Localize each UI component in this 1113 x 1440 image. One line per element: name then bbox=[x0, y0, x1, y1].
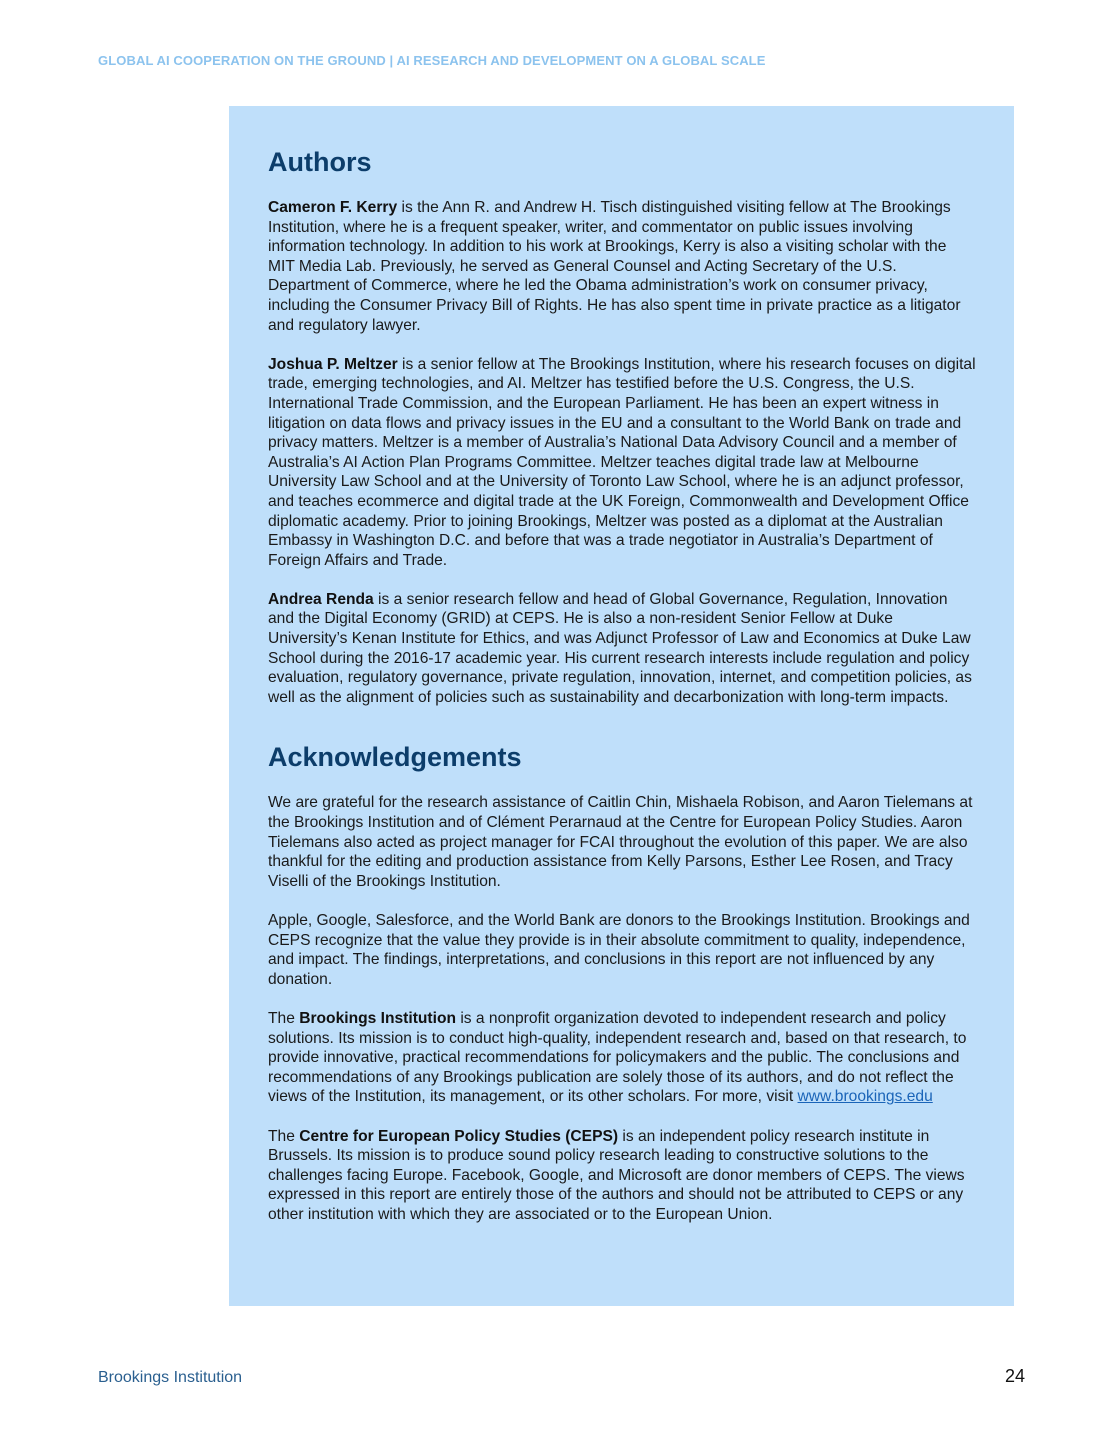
brookings-name: Brookings Institution bbox=[299, 1009, 456, 1027]
acknowledgements-paragraph: We are grateful for the research assistance of Caitlin Chin, Mishaela Robison, and Aaron Tielemans at the Brookings Institution and of Clément Perarnaud at the Centre for European Policy Studies. Aaron Tielemans also acted as project manager for FCAI throughout the evolution of this paper. We are also thankful for the editing and production assistance from Kelly Parsons, Esther Lee Rosen, and Tracy Viselli of the Brookings Institution. bbox=[268, 794, 973, 890]
ceps-text: is an independent policy research institute in Brussels. Its mission is to produce sound policy research leading to constructive solutions to the challenges facing Europe. Facebook, Google, and Microsoft are donor members of CEPS. The views expressed in this report are entirely those of the authors and should not be attributed to CEPS or any other institution with which they are associated or to the European Union. bbox=[268, 1127, 965, 1223]
running-header: GLOBAL AI COOPERATION ON THE GROUND | AI RESEARCH AND DEVELOPMENT ON A GLOBAL SCALE bbox=[98, 53, 766, 68]
authors-heading: Authors bbox=[268, 147, 372, 177]
author-bio-meltzer bbox=[268, 355, 976, 571]
acknowledgements-heading: Acknowledgements bbox=[268, 742, 522, 773]
author-name: Cameron F. Kerry bbox=[268, 199, 398, 216]
author-name: Andrea Renda bbox=[268, 590, 374, 608]
ceps-name: Centre for European Policy Studies (CEPS) bbox=[299, 1127, 619, 1145]
author-bio-text: is a senior research fellow and head of Global Governance, Regulation, Innovation and the Digital Economy (GRID) at CEPS. He is also a non-resident Senior Fellow at Duke University’s Kenan Institute for Ethics, and was Adjunct Professor of Law and Economics at Duke Law School during the 2016-17 academic year. His current research interests include regulation and policy evaluation, regulatory governance, private regulation, innovation, internet, and competition policies, as well as the alignment of policies such as sustainability and decarbonization with long-term impacts. bbox=[268, 590, 972, 706]
author-name: Joshua P. Meltzer bbox=[268, 355, 398, 373]
author-bio-text: is the Ann R. and Andrew H. Tisch distinguished visiting fellow at The Brookings Institution, where he is a frequent speaker, writer, and commentator on public issues involving information technology. In addition to his work at Brookings, Kerry is also a visiting scholar with the MIT Media Lab. Previously, he served as General Counsel and Acting Secretary of the U.S. Department of Commerce, where he led the Obama administration’s work on consumer privacy, including the Consumer Privacy Bill of Rights. He has also spent time in private practice as a litigator and regulatory lawyer. bbox=[268, 199, 961, 334]
page-number: 24 bbox=[1004, 1366, 1025, 1386]
author-bio-text: is a senior fellow at The Brookings Institution, where his research focuses on digital trade, emerging technologies, and AI. Meltzer has testified before the U.S. Congress, the U.S. International Trade Commission, and the European Parliament. He has been an expert witness in litigation on data flows and privacy issues in the EU and a consultant to the World Bank on trade and privacy matters. Meltzer is a member of Australia’s National Data Advisory Council and a member of Australia’s AI Action Plan Programs Committee. Meltzer teaches digital trade law at Melbourne University Law School and at the University of Toronto Law School, where he is an adjunct professor, and teaches ecommerce and digital trade at the UK Foreign, Commonwealth and Development Office diplomatic academy. Prior to joining Brookings, Meltzer was posted as a diplomat at the Australian Embassy in Washington D.C. and before that was a trade negotiator in Australia’s Department of Foreign Affairs and Trade. bbox=[268, 355, 976, 569]
brookings-website-link[interactable]: www.brookings.edu bbox=[797, 1088, 933, 1106]
ceps-prefix: The bbox=[268, 1127, 300, 1145]
footer-publisher: Brookings Institution bbox=[98, 1369, 243, 1386]
authors-panel bbox=[229, 106, 1014, 1306]
donors-paragraph: Apple, Google, Salesforce, and the World Bank are donors to the Brookings Institution. Brookings and CEPS recognize that the value they provide is in their absolute commitment to quality, independence, and impact. The findings, interpretations, and conclusions in this report are not influenced by any donation. bbox=[268, 912, 970, 988]
brookings-text: is a nonprofit organization devoted to independent research and policy solutions. Its mission is to conduct high-quality, independent research and, based on that research, to provide innovative, practical recommendations for policymakers and the public. The conclusions and recommendations of any Brookings publication are solely those of its authors, and do not reflect the views of the Institution, its management, or its other scholars. For more, visit bbox=[268, 1009, 967, 1106]
author-bio-kerry bbox=[268, 198, 976, 335]
brookings-paragraph bbox=[268, 1009, 976, 1107]
ceps-paragraph bbox=[268, 1127, 976, 1225]
author-bio-renda bbox=[268, 590, 976, 708]
brookings-prefix: The bbox=[268, 1009, 300, 1027]
